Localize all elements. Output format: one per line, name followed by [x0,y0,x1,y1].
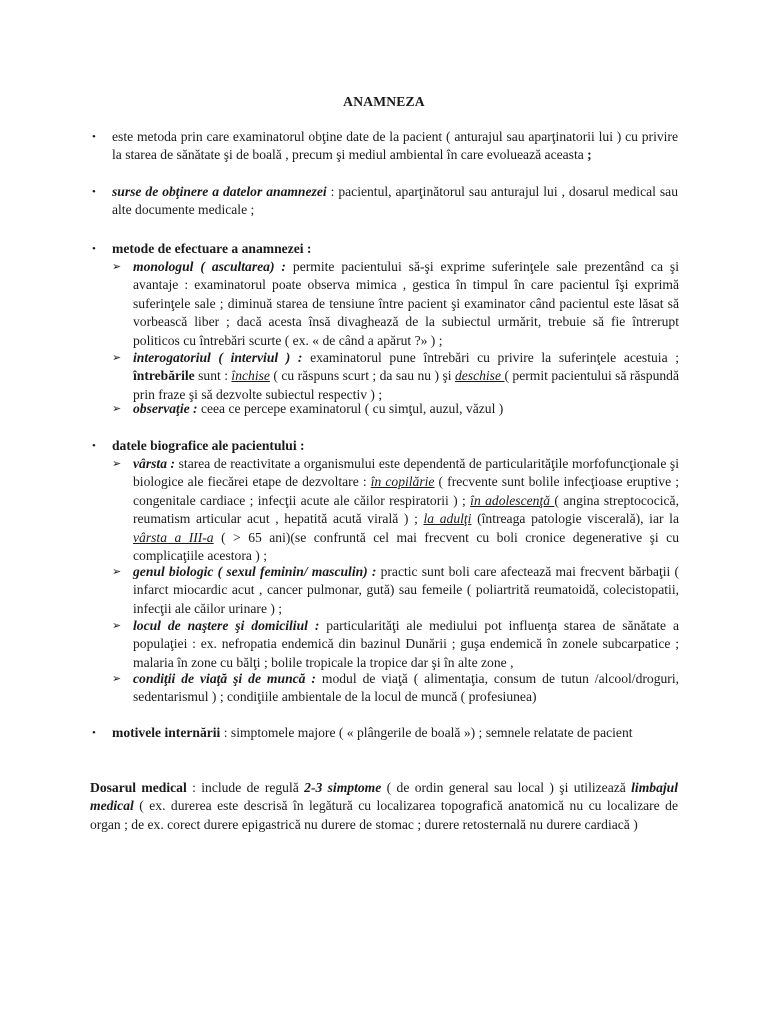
open-questions: deschise [454,368,505,384]
arrow-bullet-icon: ➢ [112,458,122,470]
monologue-label: monologul ( ascultarea) : [133,259,286,274]
arrow-bullet-icon: ➢ [112,403,122,415]
observation-item [133,400,679,418]
interview-questions-label: întrebările [133,368,195,384]
arrow-bullet-icon: ➢ [112,673,122,685]
age-text-3: ( angina streptococică, reumatism articular acut , hepatită acută virală ) ; [133,492,679,527]
interview-text-1: examinatorul pune întrebări cu privire la suferinţele acestuia ; [302,350,679,365]
medical-language-term: limbajul medical [90,780,678,814]
adolescence-term: în adolescenţă [470,492,555,508]
age-label: vârsta : [133,456,176,471]
bullet-icon: • [92,727,96,739]
medical-file-text-3: ( ex. durerea este descrisă în legătură cu localizarea topografică anatomică nu cu localizare de organ ; de ex. corect durere epigastrică nu durere de stomac ; durere retosternală nu durere cardiacă ) [90,798,678,832]
bullet-icon: • [92,243,96,255]
arrow-bullet-icon: ➢ [112,261,122,273]
living-conditions-text: modul de viaţă ( alimentaţia, consum de tutun /alcool/droguri, sedentarismul ) ; condiţiile ambientale de la locul de muncă ( profesiunea) [133,671,679,705]
living-conditions-item [133,670,679,707]
birthplace-text: particularităţi ale mediului pot influenţa starea de sănătate a populaţiei : ex. nefropatia endemică din bazinul Dunării ; guşa endemică în zonele subcarpatice ; malaria în zone cu bălţi ; bolile tropicale la tropice dar şi în alte zone , [133,618,679,670]
interview-item [133,349,679,404]
age-item [133,455,679,565]
definition-end: ; [587,147,592,163]
arrow-bullet-icon: ➢ [112,620,122,632]
sources-label: surse de obţinere a datelor anamnezei [112,184,327,199]
interview-text-4: ( permit pacientului să răspundă prin fraze şi să dezvolte subiectul respectiv ) ; [133,368,679,402]
medical-file-label: Dosarul medical [90,780,187,795]
definition-text: este metoda prin care examinatorul obţine date de la pacient ( anturajul sau aparţinatorii lui ) cu privire la starea de sănătate şi de boală , precum şi mediul ambiental în care evoluează aceasta [112,129,678,163]
living-conditions-label: condiţii de viaţă şi de muncă : [133,671,316,686]
admission-reasons-text: : simptomele majore ( « plângerile de boală ») ; semnele relatate de pacient [220,725,633,740]
bullet-icon: • [92,186,96,198]
admission-reasons-paragraph [112,724,678,742]
birthplace-item [133,617,679,672]
definition-paragraph [112,128,678,165]
methods-heading: metode de efectuare a anamnezei : [112,241,312,256]
interview-text-3: ( cu răspuns scurt ; da sau nu ) şi [269,368,455,384]
monologue-text: permite pacientului să-şi exprime suferinţele sale prezentând ca şi avantaje : examinatorul poate observa mimica , gestica în timpul în care pacientul îşi exprimă suferinţele sale ; diminuă starea de tensiune între pacient şi examinator când pacientul este lăsat să vorbească liber ; dacă acesta însă divaghează de la subiectul urmărit, trebuie să fie întrerupt politicos cu întrebări scurte ( ex. « de când a apărut ?» ) ; [133,259,679,348]
interview-text-2: sunt : [194,368,232,384]
childhood-term: în copilărie [370,474,435,490]
bullet-icon: • [92,131,96,143]
arrow-bullet-icon: ➢ [112,566,122,578]
birthplace-label: locul de naştere şi domiciliul : [133,618,320,633]
elderly-term: vârsta a III-a [133,529,214,545]
medical-file-text-1: : include de regulă [186,780,305,795]
monologue-item [133,258,679,350]
closed-questions: închise [231,368,270,384]
admission-reasons-label: motivele internării [112,725,221,740]
age-text-2: ( frecvente sunt bolile infecţioase eruptive ; congenitale cardiace ; infecţii acute ale căilor respiratorii ) ; [133,474,679,508]
sources-paragraph [112,183,678,220]
interview-label: interogatoriul ( interviul ) : [133,350,303,365]
gender-item [133,563,679,618]
medical-file-paragraph [90,779,678,834]
observation-label: observaţie : [133,401,198,416]
biographic-heading: datele biografice ale pacientului : [112,438,305,453]
observation-text: ceea ce percepe examinatorul ( cu simţul, auzul, văzul ) [197,401,504,416]
medical-file-text-2: ( de ordin general sau local ) şi utilizează [381,780,632,795]
symptom-count: 2-3 simptome [304,780,382,795]
gender-label: genul biologic ( sexul feminin/ masculin) : [133,564,377,579]
arrow-bullet-icon: ➢ [112,352,122,364]
age-text-5: ( > 65 ani)(se confruntă cel mai frecvent cu boli cronice degenerative şi cu complicaţiile acestora ) ; [133,529,679,564]
sources-text: : pacientul, aparţinătorul sau anturajul lui , dosarul medical sau alte documente medicale ; [112,184,679,218]
age-text-1: starea de reactivitate a organismului este dependentă de particularităţile morfofuncţionale şi biologice ale fiecărei etape de dezvoltare : [133,456,679,490]
adults-term: la adulţi [423,511,472,527]
gender-text: practic sunt boli care afectează mai frecvent bărbaţii ( infarct miocardic acut , cancer pulmonar, gută) sau femeile ( poliartrită reumatoidă, colecistopatii, infecţii ale căilor urinare ) ; [133,564,679,616]
age-text-4: (întreaga patologie viscerală), iar la [471,511,679,527]
bullet-icon: • [92,440,96,452]
page-title: ANAMNEZA [343,94,425,109]
